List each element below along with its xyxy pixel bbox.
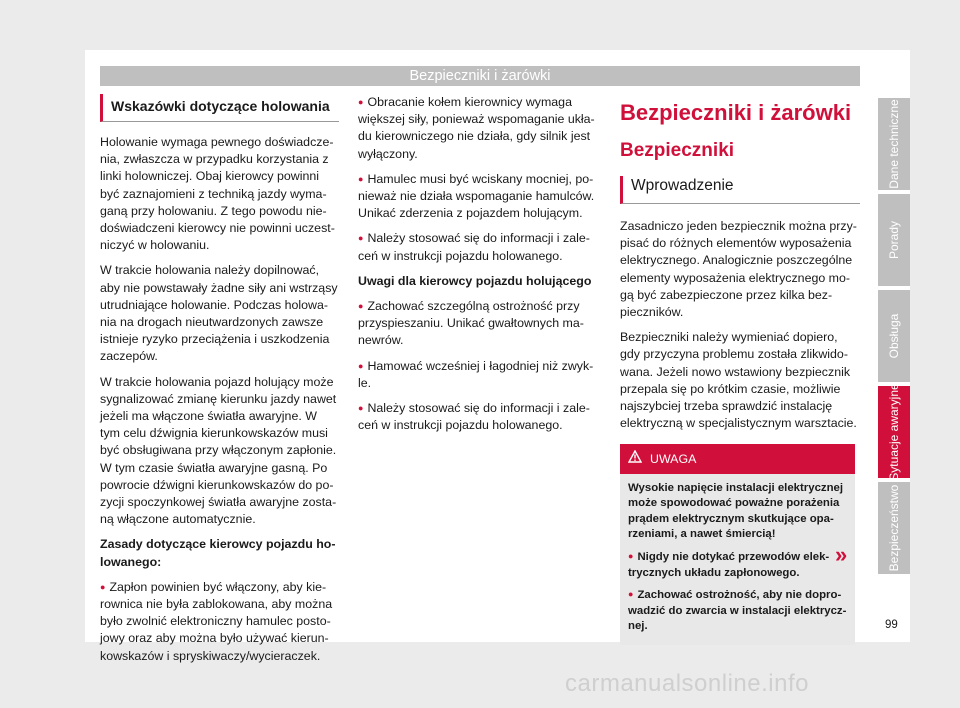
- tab-bezpieczenstwo[interactable]: Bezpieczeństwo: [878, 482, 910, 574]
- warning-header: [620, 444, 855, 473]
- warning-bullet: ● Zachować ostrożność, aby nie dopro-wadzić do zwarcia w instalacji elektrycz-nej.: [628, 587, 847, 635]
- page-number: 99: [885, 619, 898, 631]
- warning-box: [620, 444, 855, 645]
- chapter-tabs: [878, 98, 910, 578]
- paragraph: W trakcie holowania należy dopilnować, aby nie powstawały żadne siły ani wstrząsy utrudniające holowanie. Podczas holowa-nia na drogach nieutwardzonych zawsze istnieje ryzyko przeciążenia i uszkodzenia zaczepów.: [100, 263, 338, 364]
- bullet-item: ● Zachować szczególną ostrożność przy przyspieszaniu. Unikać gwałtownych ma-newrów.: [358, 298, 598, 350]
- chapter-title: Bezpieczniki i żarówki: [620, 100, 852, 125]
- warning-text: Wysokie napięcie instalacji elektrycznej może spowodować poważne porażenia prądem elektrycznym skutkujące opa-rzeniami, a nawet śmiercią!: [628, 481, 844, 541]
- bullet-item: ● Zapłon powinien być włączony, aby kie-rownica nie była zablokowana, aby można było zwolnić elektroniczny hamulec posto-jowy oraz aby można było używać kierun-kowskazów i spryskiwaczy/wycieraczek.: [100, 579, 339, 665]
- subheading-towed-driver: Zasady dotyczące kierowcy pojazdu ho-lowanego:: [100, 537, 336, 569]
- subheading-towing-driver: Uwagi dla kierowcy pojazdu holującego: [358, 273, 592, 288]
- tab-dane-techniczne[interactable]: Dane techniczne: [878, 98, 910, 190]
- paragraph: W trakcie holowania pojazd holujący może sygnalizować zmianę kierunku jazdy nawet jeżeli ma włączone światła awaryjne. W tym celu dźwignia kierunkowskazów musi być obsługiwana przy włączonym zapłonie. W tym czasie światła awaryjne gasną. Po powrocie dźwigni kierunkowskazów do po-zycji spoczynkowej światła awaryjne zosta-ną włączone automatycznie.: [100, 374, 337, 527]
- tab-obsluga[interactable]: Obsługa: [878, 290, 910, 382]
- paragraph: Bezpieczniki należy wymieniać dopiero, gdy przyczyna problemu została zlikwido-wana. Jeżeli nowo wstawiony bezpiecznik przepala się po krótkim czasie, możliwie najszybciej trzeba sprawdzić instalację elektryczną w specjalistycznym warsztacie.: [620, 330, 857, 431]
- watermark: carmanualsonline.info: [565, 670, 809, 697]
- paragraph: Zasadniczo jeden bezpiecznik można przy-pisać do różnych elementów wyposażenia elektrycznego. Analogicznie poszczególne elementy wyposażenia elektrycznego mo-gą być zabezpieczone przez kilka bez-pieczników.: [620, 219, 857, 320]
- warning-body: [620, 474, 855, 645]
- column-3: [620, 94, 860, 645]
- tab-sytuacje-awaryjne[interactable]: Sytuacje awaryjne: [878, 386, 910, 478]
- subsection-title: Wprowadzenie: [620, 176, 860, 204]
- column-1: [100, 94, 339, 673]
- page-header-title: Bezpieczniki i żarówki: [100, 66, 860, 86]
- warning-bullet: ● Nigdy nie dotykać przewodów elek-trycznych układu zapłonowego.: [628, 549, 847, 581]
- bullet-item: ● Należy stosować się do informacji i zale-ceń w instrukcji pojazdu holowanego.: [358, 230, 598, 264]
- bullet-item: ● Obracanie kołem kierownicy wymaga większej siły, ponieważ wspomaganie ukła-du kierowniczego nie działa, gdy silnik jest wyłączony.: [358, 94, 598, 163]
- warning-label: UWAGA: [650, 451, 697, 466]
- bullet-item: ● Hamulec musi być wciskany mocniej, po-nieważ nie działa wspomaganie hamulców. Unikać zderzenia z pojazdem holującym.: [358, 171, 598, 223]
- section-title: Bezpieczniki: [620, 140, 735, 161]
- continued-marker-icon: »: [835, 542, 848, 567]
- tab-porady[interactable]: Porady: [878, 194, 910, 286]
- column-2: [358, 94, 598, 442]
- paragraph: Holowanie wymaga pewnego doświadcze-nia, zwłaszcza w przypadku korzystania z linki holowniczej. Obaj kierowcy powinni być zaznajomieni z techniką jazdy wyma-ganą przy holowaniu. Z tego powodu nie-doświadczeni kierowcy nie powinni uczest-niczyć w holowaniu.: [100, 135, 335, 253]
- warning-triangle-icon: [628, 450, 642, 468]
- bullet-item: ● Należy stosować się do informacji i zale-ceń w instrukcji pojazdu holowanego.: [358, 400, 598, 434]
- bullet-item: ● Hamować wcześniej i łagodniej niż zwyk-le.: [358, 358, 598, 392]
- section-heading-towing: Wskazówki dotyczące holowania: [100, 94, 339, 122]
